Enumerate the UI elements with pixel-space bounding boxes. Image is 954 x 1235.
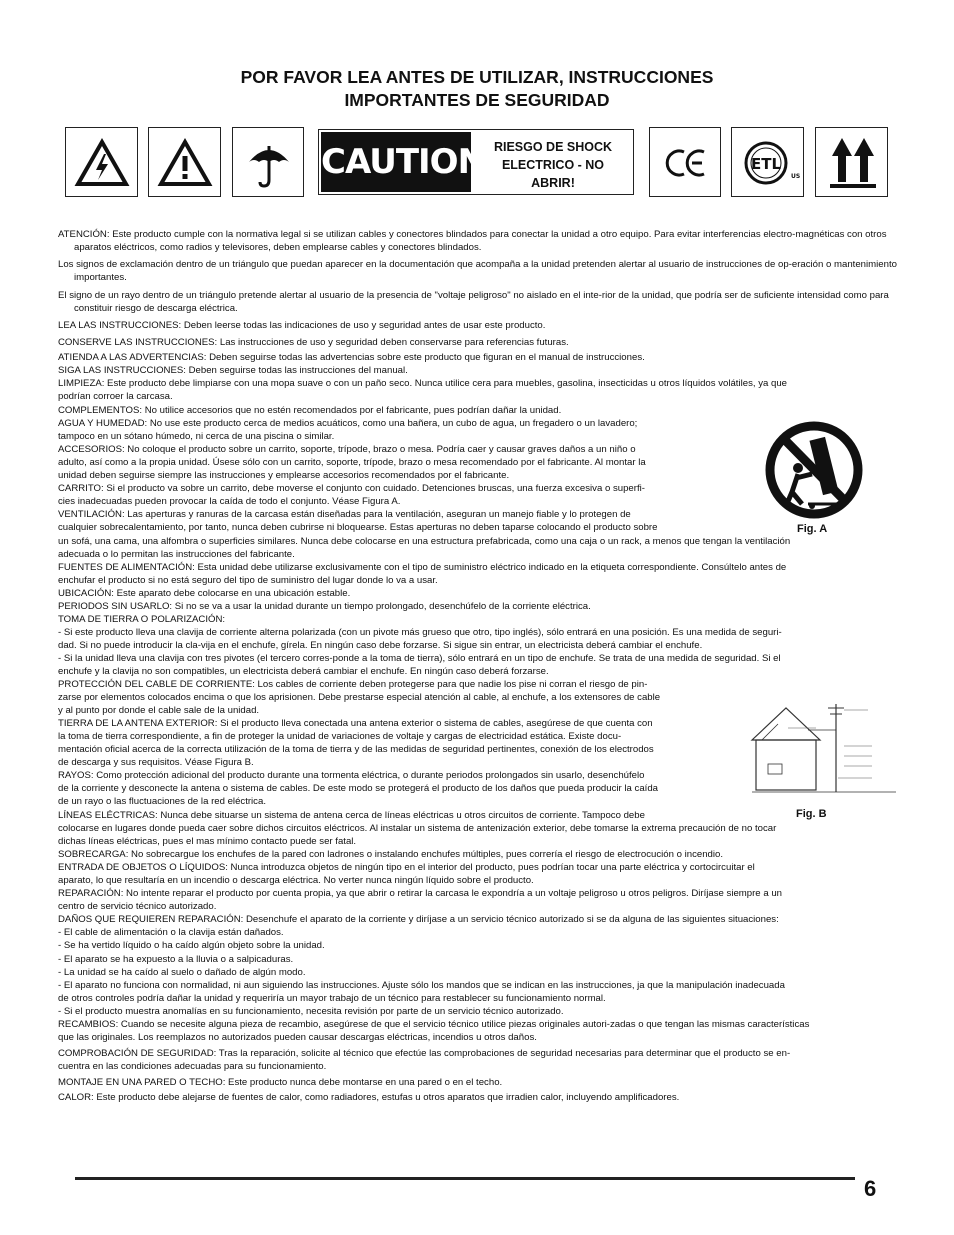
body-line: de descarga y sus requisitos. Véase Figura B.: [58, 757, 254, 768]
body-line: ACCESORIOS: No coloque el producto sobre un carrito, soporte, trípode, brazo o mesa. Podría caer y causar graves daños a un niño o: [58, 444, 636, 455]
body-line: - El aparato no funciona con normalidad, ni aun siguiendo las instrucciones. Ajuste sólo los mandos que se indican en las instrucciones, ja que la manipulación inadecuada: [58, 980, 785, 991]
body-line: adulto, así como a la propia unidad. Úsese sólo con un carrito, soporte, trípode, brazo o mesa recomendado por el fabricante. Al montar la: [58, 457, 646, 468]
body-line: SOBRECARGA: No sobrecargue los enchufes de la pared con ladrones o instalando enchufes múltiples, pues correría el riesgo de electrocución o incendio.: [58, 849, 724, 860]
title-line-1: POR FAVOR LEA ANTES DE UTILIZAR, INSTRUCCIONES: [240, 67, 714, 87]
body-line: RECAMBIOS: Cuando se necesite alguna pieza de recambio, asegúrese de que el servicio técnico utilice piezas originales autori-zadas o que tengan las mismas características: [58, 1019, 810, 1030]
caution-warning-text: [475, 138, 631, 192]
caution-line-1: RIESGO DE SHOCK: [493, 140, 613, 154]
body-line: enchufe y la clavija no son compatibles, un electricista deberá cambiar el enchufe. En ningún caso deberá forzarse.: [58, 666, 549, 677]
body-line: adecuada o lo permitan las instrucciones del fabricante.: [58, 549, 295, 560]
body-line: enchufar el producto si no está seguro del tipo de suministro del lugar donde lo va a usar.: [58, 575, 438, 586]
body-line: cuentra en las condiciones adecuadas para su funcionamiento.: [58, 1061, 327, 1072]
body-line: - El aparato se ha expuesto a la lluvia o a salpicaduras.: [58, 954, 294, 965]
body-line: CALOR: Este producto debe alejarse de fuentes de calor, como radiadores, estufas u otros aparatos que irradien calor, incluyendo amplificadores.: [58, 1092, 680, 1103]
body-line: TOMA DE TIERRA O POLARIZACIÓN:: [58, 614, 226, 625]
body-line: - Si este producto lleva una clavija de corriente alterna polarizada (con un pivote más grueso que otro, tipo inglés), sólo entrará en una posición. Es una medida de seguri-: [58, 627, 782, 638]
antenna-grounding-figure: [748, 700, 900, 804]
body-line: ATIENDA A LAS ADVERTENCIAS: Deben seguirse todas las advertencias sobre este producto que figuran en el manual de instrucciones.: [58, 352, 645, 363]
body-line: - Si la unidad lleva una clavija con tres pivotes (el tercero corres-ponde a la toma de tierra), sólo entrará en un tipo de enchufe. Se trata de una medida de seguridad. Si el: [58, 653, 781, 664]
svg-text:ETL: ETL: [750, 155, 782, 173]
house-antenna-diagram-icon: [748, 700, 900, 804]
body-line: de un rayo o las fluctuaciones de la red eléctrica.: [58, 796, 266, 807]
body-line: PROTECCIÓN DEL CABLE DE CORRIENTE: Los cables de corriente deben protegerse para que nadie los pise ni corran el riesgo de pin-: [58, 679, 648, 690]
body-line: cualquier sobrecalentamiento, por tanto, nunca deben cubrirse ni bloquearse. Estas aperturas no deben taparse colocando el producto sobre: [58, 522, 658, 533]
title-line-2: IMPORTANTES DE SEGURIDAD: [344, 90, 610, 110]
body-line: PERIODOS SIN USARLO: Si no se va a usar la unidad durante un tiempo prolongado, desenchúfelo de la corriente eléctrica.: [58, 601, 591, 612]
body-line: COMPLEMENTOS: No utilice accesorios que no estén recomendados por el fabricante, pues podrían dañar la unidad.: [58, 405, 562, 416]
body-line: FUENTES DE ALIMENTACIÓN: Esta unidad debe utilizarse exclusivamente con el tipo de suministro eléctrico indicado en la etiqueta correspondiente. Consúltelo antes de: [58, 562, 787, 573]
no-cart-tipover-icon: [762, 418, 882, 522]
body-line: cies inadecuadas pueden provocar la caída de todo el conjunto. Véase Figura A.: [58, 496, 401, 507]
body-line: MONTAJE EN UNA PARED O TECHO: Este producto nunca debe montarse en una pared o en el techo.: [58, 1077, 503, 1088]
body-line: CARRITO: Si el producto va sobre un carrito, debe moverse el conjunto con cuidado. Detenciones bruscas, una fuerza excesiva o superfi-: [58, 483, 645, 494]
ce-mark-icon: [649, 127, 721, 197]
body-line: VENTILACIÓN: Las aperturas y ranuras de la carcasa están diseñadas para la ventilación, aseguran un manejo fiable y lo protegen de: [58, 509, 631, 520]
body-line: SIGA LAS INSTRUCCIONES: Deben seguirse todas las instrucciones del manual.: [58, 365, 408, 376]
body-line: AGUA Y HUMEDAD: No use este producto cerca de medios acuáticos, como una bañera, un cubo de agua, un fregadero o un lavadero;: [58, 418, 638, 429]
attention-paragraph: ATENCIÓN: Este producto cumple con la normativa legal si se utilizan cables y conectores blindados para conectar la unidad a otro equipo. Para evitar interferencias electro-magnéticas con otros aparatos eléctricos, como radios y televisores, deben emplearse cables y conectores blindados.: [58, 229, 887, 253]
body-line: aparato, lo que resultaría en un incendio o descarga eléctrica. No verter nunca ningún líquido sobre el producto.: [58, 875, 534, 886]
body-line: tampoco en un sótano húmedo, ni cerca de una piscina o similar.: [58, 431, 335, 442]
body-line: dichas líneas eléctricas, pues el mas mínimo contacto puede ser fatal.: [58, 836, 357, 847]
body-line: LIMPIEZA: Este producto debe limpiarse con una mopa suave o con un paño seco. Nunca utilice cera para muebles, gasolina, insecticidas u otros líquidos volátiles, ya que: [58, 378, 788, 389]
this-way-up-icon: [815, 127, 888, 197]
body-line: de la corriente y desconecte la antena o sistema de cables. De este modo se protegerá el producto de los daños que pueda producir la caída: [58, 783, 658, 794]
etl-listed-icon: [731, 127, 804, 197]
umbrella-icon: [232, 127, 304, 197]
lightning-sign-paragraph: El signo de un rayo dentro de un triángulo pretende alertar al usuario de la presencia de "voltaje peligroso" no aislado en el inte-rior de la unidad, que podría ser de suficiente intensidad como para constituir riesgo de descarga eléctrica.: [58, 290, 889, 314]
body-line: centro de servicio técnico autorizado.: [58, 901, 217, 912]
body-line: unidad deben seguirse siempre las instrucciones y emplearse accesorios recomendados por el fabricante.: [58, 470, 510, 481]
body-line: - Se ha vertido líquido o ha caído algún objeto sobre la unidad.: [58, 940, 325, 951]
body-line: ENTRADA DE OBJETOS O LÍQUIDOS: Nunca introduzca objetos de ningún tipo en el interior del producto, pues podrían tocar una parte eléctrica y cortocircuitar el: [58, 862, 755, 873]
body-line: que las originales. Los reemplazos no autorizados pueden causar descargas eléctricas, incendios u otros daños.: [58, 1032, 537, 1043]
body-line: - La unidad se ha caído al suelo o dañado de algún modo.: [58, 967, 306, 978]
body-line: de otros controles podría dañar la unidad y requeriría un mayor trabajo de un técnico para restablecer su funcionamiento normal.: [58, 993, 606, 1004]
lightning-warning-icon: [65, 127, 138, 197]
cart-warning-figure: [762, 418, 882, 528]
body-line: TIERRA DE LA ANTENA EXTERIOR: Si el producto lleva conectada una antena exterior o sistema de cables, asegúrese de que cuenta con: [58, 718, 653, 729]
body-line: COMPROBACIÓN DE SEGURIDAD: Tras la reparación, solicite al técnico que efectúe las comprobaciones de seguridad necesarias para determinar que el producto se en-: [58, 1048, 791, 1059]
body-line: mentación oficial acerca de la correcta utilización de la toma de tierra y de las medidas de seguridad pertinentes, conexión de los electrodos: [58, 744, 654, 755]
exclamation-sign-paragraph: Los signos de exclamación dentro de un triángulo que puedan aparecer en la documentación que acompaña a la unidad pretenden alertar al usuario de instrucciones de op-eración o mantenimiento importantes.: [58, 259, 897, 283]
caution-line-2: ELECTRICO - NO: [501, 158, 605, 172]
body-line: un sofá, una cama, una alfombra o superficies similares. Nunca debe colocarse en una estructura prefabricada, como una caja o un rack, a menos que tengan la ventilación: [58, 536, 791, 547]
svg-text:US: US: [791, 173, 800, 180]
read-instructions-paragraph: LEA LAS INSTRUCCIONES: Deben leerse todas las indicaciones de uso y seguridad antes de usar este producto.: [58, 320, 546, 331]
caution-heading: CAUTION: [321, 132, 471, 192]
caution-label: [318, 129, 634, 195]
exclamation-warning-icon: [148, 127, 221, 197]
body-line: REPARACIÓN: No intente reparar el producto por cuenta propia, ya que abrir o retirar la carcasa le expondría a un voltaje peligroso u otros peligros. Diríjase siempre a un: [58, 888, 782, 899]
body-line: colocarse en lugares donde pueda caer sobre dichos circuitos eléctricos. Al instalar un sistema de antenización exterior, debe tomarse la extrema precaución de no tocar: [58, 823, 777, 834]
body-line: UBICACIÓN: Este aparato debe colocarse en una ubicación estable.: [58, 588, 351, 599]
body-line: - Si el producto muestra anomalías en su funcionamiento, necesita revisión por parte de un servicio técnico autorizado.: [58, 1006, 564, 1017]
body-line: RAYOS: Como protección adicional del producto durante una tormenta eléctrica, o durante periodos prolongados sin usarlo, desenchúfelo: [58, 770, 645, 781]
body-line: DAÑOS QUE REQUIEREN REPARACIÓN: Desenchufe el aparato de la corriente y diríjase a un servicio técnico autorizado si se da alguna de las siguientes situaciones:: [58, 914, 779, 925]
body-line: la toma de tierra correspondiente, a fin de proteger la unidad de variaciones de voltaje y cargas de electricidad estática. Existe docu-: [58, 731, 622, 742]
caution-line-3: ABRIR!: [531, 176, 575, 190]
body-line: LÍNEAS ELÉCTRICAS: Nunca debe situarse un sistema de antena cerca de líneas eléctricas u otros circuitos de corriente. Tampoco debe: [58, 810, 645, 821]
body-line: dad. Si no puede introducir la cla-vija en el enchufe, gírela. En ningún caso debe forzarse. Si sigue sin entrar, un electricista deberá cambiar el enchufe.: [58, 640, 703, 651]
body-line: podrían corroer la carcasa.: [58, 391, 173, 402]
footer-divider: [75, 1177, 855, 1180]
figure-a-caption: Fig. A: [797, 523, 828, 535]
body-line: zarse por elementos colocados encima o que los aprisionen. Debe prestarse especial atención al cable, al enchufe, a los extensores de cable: [58, 692, 661, 703]
figure-b-caption: Fig. B: [796, 808, 827, 820]
body-line: CONSERVE LAS INSTRUCCIONES: Las instrucciones de uso y seguridad deben conservarse para referencias futuras.: [58, 337, 569, 348]
page-number: 6: [864, 1176, 877, 1201]
body-line: y al punto por donde el cable sale de la unidad.: [58, 705, 260, 716]
body-line: - El cable de alimentación o la clavija están dañados.: [58, 927, 284, 938]
